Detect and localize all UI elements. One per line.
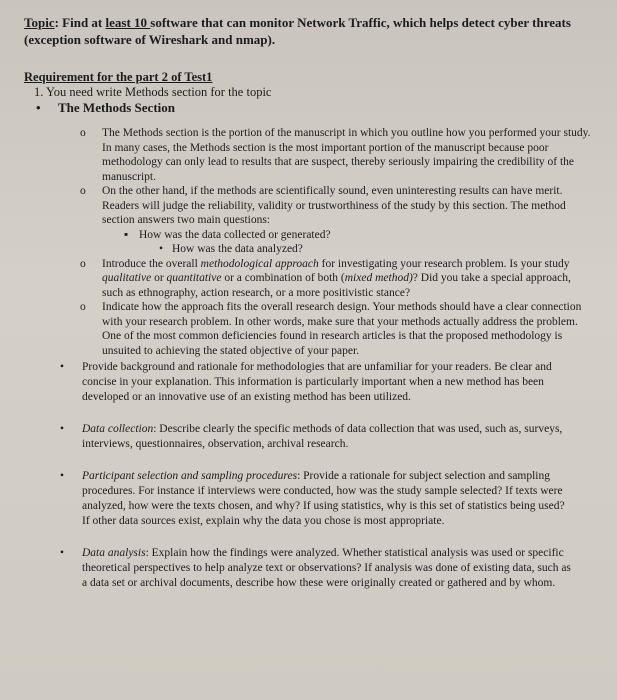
topic-text-b: software that can monitor Network Traffic, which helps detect cyber threats (exception software of Wireshark and nmap). [24, 15, 571, 47]
topic-text-underlined: least 10 [105, 15, 151, 30]
methods-sub-4 [24, 300, 593, 358]
bullet-background-text: Provide background and rationale for methodologies that are unfamiliar for your readers. Be clear and concise in your explanation. This information is particularly important when a new method has been developed or an innovative use of an existing method has been utilized. [82, 361, 552, 403]
methods-sub-2 [24, 184, 593, 228]
participant-selection-label: Participant selection and sampling procedures [82, 470, 298, 482]
methods-sub-2-text: On the other hand, if the methods are scientifically sound, even uninteresting results can have merit. Readers will judge the reliability, validity or trustworthiness of the study by this section. The method section answers two main questions: [102, 185, 566, 226]
methods-section-title: The Methods Section [58, 100, 175, 115]
methods-section-heading [36, 100, 593, 116]
bullet-data-collection [24, 422, 593, 452]
methods-sub-3-italic-1: methodological approach [200, 257, 319, 270]
bullet-mark: • [60, 423, 65, 435]
methods-sub-1 [24, 126, 593, 184]
methods-sub-3-text-c: or [151, 272, 167, 284]
circle-mark: o [80, 127, 86, 139]
bullet-mark: • [159, 243, 164, 255]
question-1 [24, 228, 593, 243]
data-collection-label: Data collection [82, 423, 154, 435]
topic-heading [24, 14, 593, 48]
methods-sub-3-italic-4: mixed method) [344, 272, 413, 284]
bullet-mark: • [60, 361, 65, 373]
topic-label: Topic [24, 15, 55, 30]
methods-sub-3-text-b: for investigating your research problem. Is your study [318, 257, 570, 270]
participant-selection-text: : Provide a rationale for subject selection and sampling procedures. For instance if interviews were conducted, how was the study sample selected? If texts were analyzed, how were the texts chosen, and why? If using statistics, why is this set of statistics being used? If other data sources exist, explain why the data you chose is most appropriate. [82, 470, 565, 527]
spacer [24, 452, 593, 469]
requirement-heading: Requirement for the part 2 of Test1 [24, 70, 213, 84]
circle-mark: o [80, 257, 86, 270]
methods-sub-3-text-a: Introduce the overall [102, 257, 201, 270]
circle-mark: o [80, 185, 86, 197]
bullet-mark: • [60, 470, 65, 482]
methods-sub-3-text-e: ? Did you take a special approach, such as ethnography, action research, or a more positivistic stance? [102, 272, 571, 299]
data-analysis-text: : Explain how the findings were analyzed. Whether statistical analysis was used or specific theoretical perspectives to help analyze text or observations? If analysis was done of existing data, such as a data set or archival documents, describe how these were originally created or gathered and by whom. [82, 547, 571, 589]
methods-sub-4-text: Indicate how the approach fits the overall research design. Your methods should have a clear connection with your research problem. In other words, make sure that your methods actually address the problem. One of the most common deficiencies found in research articles is that the proposed methodology is unsuited to achieving the stated objective of your paper. [102, 301, 582, 357]
question-2-text: How was the data analyzed? [172, 243, 303, 255]
circle-mark: o [80, 301, 86, 313]
data-collection-text: : Describe clearly the specific methods of data collection that was used, such as, surveys, interviews, questionnaires, observation, archival research. [82, 423, 563, 450]
question-2 [24, 242, 593, 257]
data-analysis-label: Data analysis [82, 547, 146, 559]
bullet-data-analysis [24, 546, 593, 591]
bullet-mark: • [60, 547, 65, 559]
methods-sub-3-italic-3: quantitative [166, 272, 222, 284]
bullet-participant-selection [24, 469, 593, 529]
square-mark: ▪ [124, 228, 129, 241]
methods-sub-3-text-d: or a combination of both ( [221, 272, 345, 284]
topic-text-a: : Find at [54, 15, 106, 30]
bullet-mark: • [36, 100, 41, 115]
methods-sub-3-italic-2: qualitative [102, 272, 152, 284]
question-1-text: How was the data collected or generated? [139, 228, 331, 241]
methods-sub-1-text: The Methods section is the portion of the manuscript in which you outline how you performed your study. In many cases, the Methods section is the most important portion of the manuscript because poor methodology can only lead to results that are suspect, thereby seriously impairing the credibility of the manuscript. [102, 127, 591, 183]
bullet-background [24, 360, 593, 405]
requirement-item-1: 1. You need write Methods section for the topic [34, 85, 272, 99]
spacer [24, 405, 593, 422]
spacer [24, 529, 593, 546]
methods-sub-3 [24, 257, 593, 301]
